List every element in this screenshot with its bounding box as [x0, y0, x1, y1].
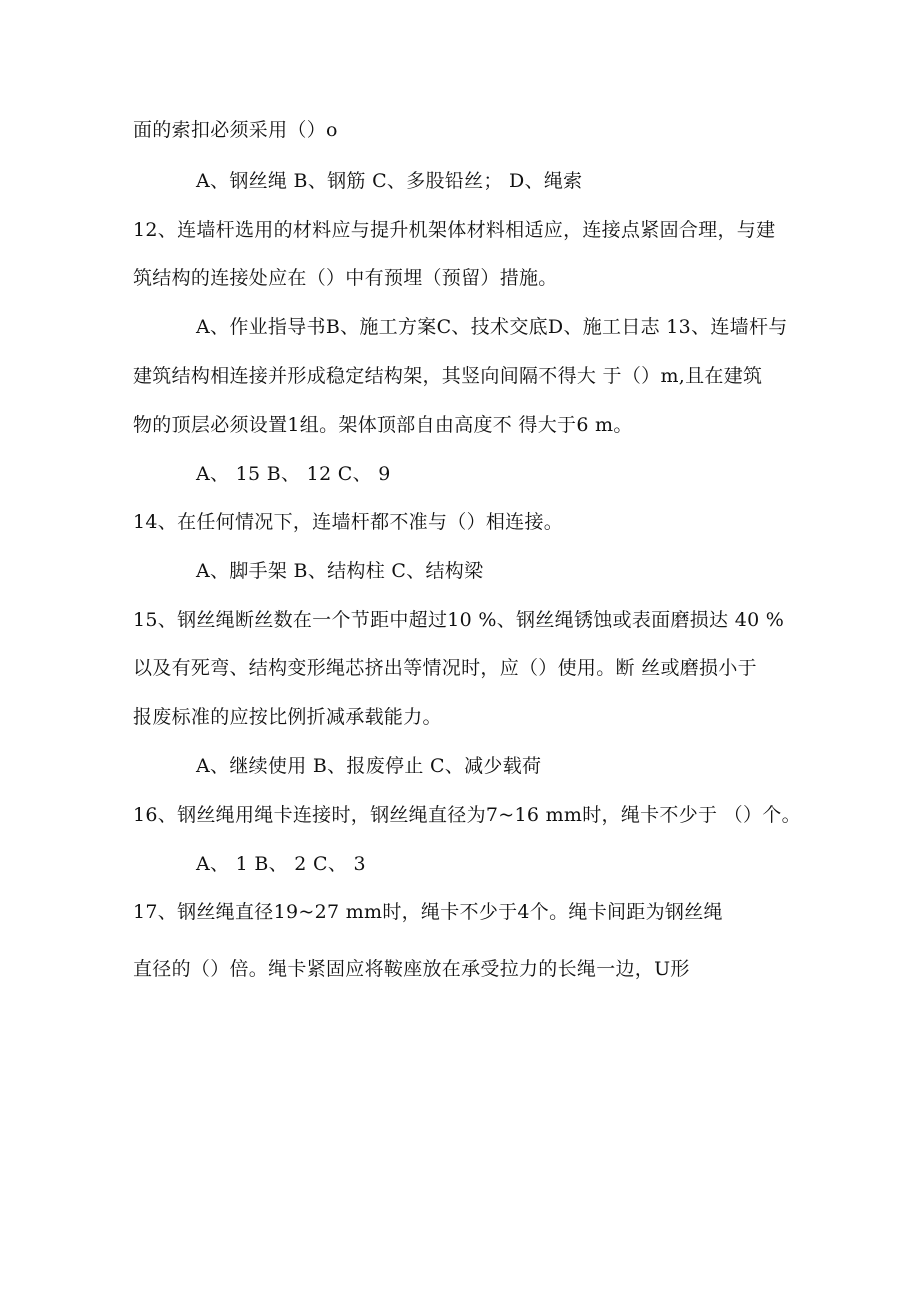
- text-line-q11-tail: 面的索扣必须采用（）o: [133, 119, 338, 141]
- question-14: 14、在任何情况下，连墙杆都不准与（）相连接。: [133, 511, 564, 533]
- options-q12-and-question-13-start: A、作业指导书B、施工方案C、技术交底D、施工日志 13、连墙杆与: [196, 316, 788, 338]
- question-15-line-2: 以及有死弯、结构变形绳芯挤出等情况时，应（）使用。断 丝或磨损小于: [133, 657, 757, 679]
- question-16: 16、钢丝绳用绳卡连接时，钢丝绳直径为7~16 mm时，绳卡不少于 （）个。: [133, 804, 801, 826]
- options-q13: A、 15 B、 12 C、 9: [196, 463, 391, 485]
- question-13-line-3: 物的顶层必须设置1组。架体顶部自由高度不 得大于6 m。: [133, 414, 633, 436]
- question-12-line-1: 12、连墙杆选用的材料应与提升机架体材料相适应，连接点紧固合理，与建: [133, 219, 776, 241]
- question-17-line-1: 17、钢丝绳直径19~27 mm时，绳卡不少于4个。绳卡间距为钢丝绳: [133, 901, 723, 923]
- options-q15: A、继续使用 B、报废停止 C、减少载荷: [196, 755, 542, 777]
- question-15-line-3: 报废标准的应按比例折减承载能力。: [133, 706, 442, 728]
- options-q14: A、脚手架 B、结构柱 C、结构梁: [196, 560, 484, 582]
- question-15-line-1: 15、钢丝绳断丝数在一个节距中超过10 %、钢丝绳锈蚀或表面磨损达 40 %: [133, 609, 785, 631]
- options-q16: A、 1 B、 2 C、 3: [196, 853, 366, 875]
- question-12-line-2: 筑结构的连接处应在（）中有预埋（预留）措施。: [133, 267, 558, 289]
- question-17-line-2: 直径的（）倍。绳卡紧固应将鞍座放在承受拉力的长绳一边，U形: [133, 958, 690, 980]
- question-13-line-2: 建筑结构相连接并形成稳定结构架，其竖向间隔不得大 于（）m,且在建筑: [133, 365, 763, 387]
- options-q11: A、钢丝绳 B、钢筋 C、多股铅丝； D、绳索: [196, 170, 583, 192]
